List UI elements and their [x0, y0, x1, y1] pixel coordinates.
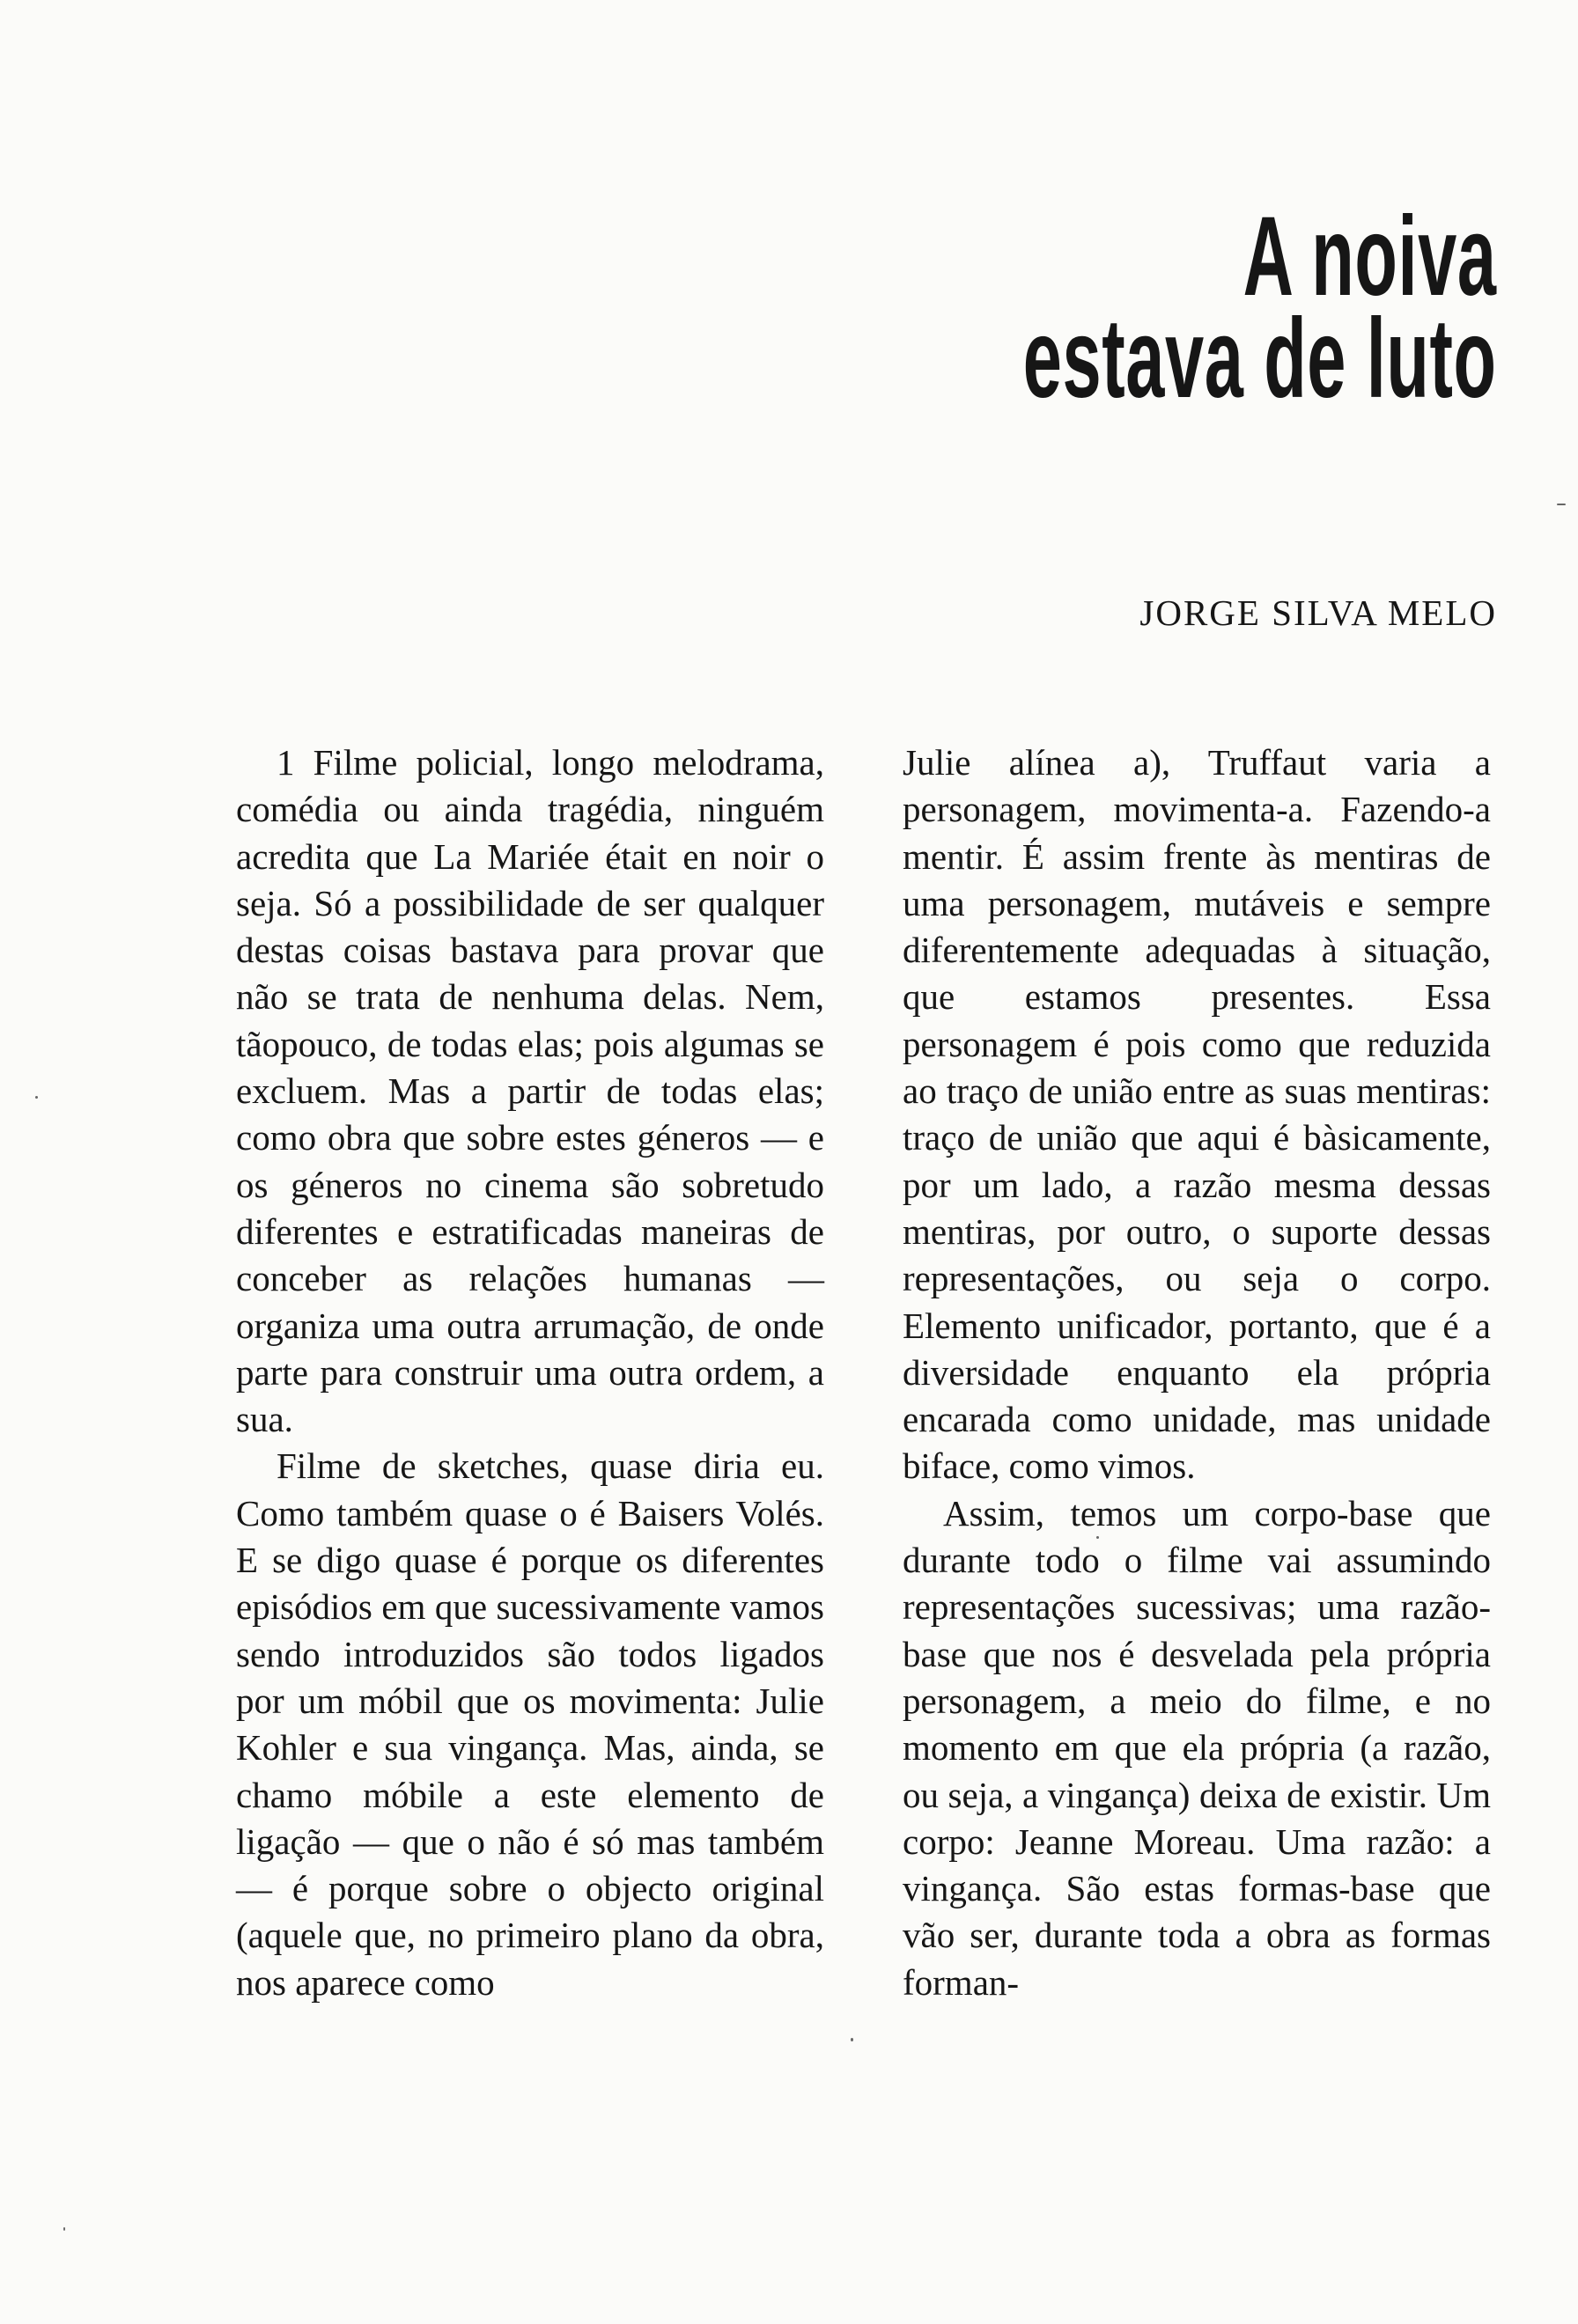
right-paragraph-1: Julie alínea a), Truffaut varia a personagem, movimenta-a. Fazendo-a mentir. É assim frente às mentiras de uma personagem, mutáveis e sempre diferentemente adequadas à situação, que estamos presentes. Essa personagem é pois como que reduzida ao traço de união entre as suas mentiras: traço de união que aqui é bàsicamente, por um lado, a razão mesma dessas mentiras, por outro, o suporte dessas representações, ou seja o corpo. Elemento unificador, portanto, que é a diversidade enquanto ela própria encarada como unidade, mas unidade biface, como vimos. [903, 742, 1491, 1487]
left-column [236, 739, 824, 2006]
title-line-2: estava de luto [1023, 296, 1497, 422]
scan-speck [63, 2227, 65, 2231]
scan-speck [35, 1096, 38, 1099]
scan-speck [1557, 504, 1566, 505]
left-paragraph-1: 1 Filme policial, longo melodrama, comédia ou ainda tragédia, ninguém acredita que La Mariée était en noir o seja. Só a possibilidade de ser qualquer destas coisas bastava para provar que não se trata de nenhuma delas. Nem, tãopouco, de todas elas; pois algumas se excluem. Mas a partir de todas elas; como obra que sobre estes géneros — e os géneros no cinema são sobretudo diferentes e estratificadas maneiras de conceber as relações humanas — organiza uma outra arrumação, de onde parte para construir uma outra ordem, a sua. [236, 742, 824, 1440]
title-line-1: A noiva [1242, 194, 1497, 320]
author-byline: JORGE SILVA MELO [1139, 592, 1497, 633]
left-paragraph-2: Filme de sketches, quase diria eu. Como também quase o é Baisers Volés. E se digo quase é porque os diferentes episódios em que sucessivamente vamos sendo introduzidos são todos ligados por um móbil que os movimenta: Julie Kohler e sua vingança. Mas, ainda, se chamo móbile a este elemento de ligação — que o não é só mas também — é porque sobre o objecto original (aquele que, no primeiro plano da obra, nos aparece como [236, 1445, 824, 2003]
right-column [903, 739, 1491, 2006]
right-paragraph-2: Assim, temos um corpo-base que durante todo o filme vai assumindo representações sucessivas; uma razão-base que nos é desvelada pela própria personagem, a meio do filme, e no momento em que ela própria (a razão, ou seja, a vingança) deixa de existir. Um corpo: Jeanne Moreau. Uma razão: a vingança. São estas formas-base que vão ser, durante toda a obra as formas forman- [903, 1492, 1491, 2003]
article-title [1023, 194, 1497, 422]
scan-speck [851, 2038, 853, 2041]
scan-speck [1096, 1536, 1099, 1539]
